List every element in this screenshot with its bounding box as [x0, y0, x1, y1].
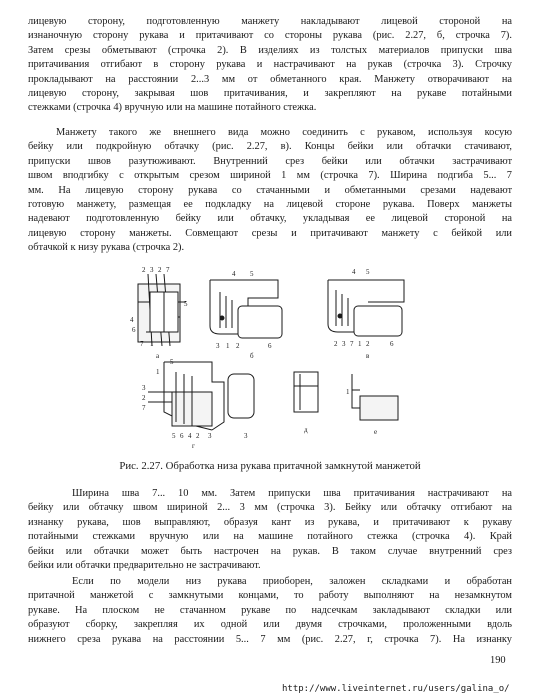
paragraph-4 [28, 575, 512, 647]
text-line: изнанку рукава, шов выправляют, образуя кант из рукава, и притачивают к рукаву [28, 516, 512, 528]
text-line: рукаве. На плоском не стачанном рукаве по надсечкам закладывают складки или [28, 604, 512, 616]
footer-url[interactable]: http://www.liveinternet.ru/users/galina_o/ [282, 684, 510, 694]
callout: 3 [142, 384, 146, 392]
label-a: а [156, 352, 160, 360]
text-line: надевают подготовленную бейку или обтачку, укладывая ее лицевой стороной на [28, 213, 512, 225]
text-line: бейку или подкройную обтачку (рис. 2.27, в). Концы бейки или обтачки стачивают, [28, 141, 512, 153]
figure-caption: Рис. 2.27. Обработка низа рукава притачной замкнутой манжетой [119, 460, 421, 472]
text-line: притачной манжетой с замкнутыми концами, то работу выполняют на незамкнутом [28, 590, 512, 602]
text-line: Манжету такого же внешнего вида можно соединить с рукавом, используя косую [56, 127, 512, 138]
callout: 1 [358, 340, 362, 348]
text-line: припуски швов разутюживают. Внутренний срез бейки или обтачки застрачивают [28, 155, 512, 167]
diagram-v [328, 280, 404, 336]
text-line: Ширина шва 7... 10 мм. Затем припуски шва притачивания настрачивают на [72, 488, 512, 499]
callout: 3 [342, 340, 346, 348]
text-line: обтачкой к низу рукава (строчка 2). [28, 242, 185, 254]
text-line: мм. На лицевую сторону рукава со стачанными и обметанными срезами надевают [28, 184, 512, 196]
callout: 2 [142, 266, 146, 274]
text-line: образуют сборку, закрепляя их одной или двумя строчками, проложенными вдоль [28, 619, 512, 631]
page-number: 190 [490, 655, 506, 666]
callout: 5 [366, 268, 370, 276]
callout: 5 [184, 300, 188, 308]
callout: 5 [170, 358, 174, 366]
callout: 2 [366, 340, 370, 348]
text-line: бейки или обтачки может быть настрочен на рукав. В таком случае внутренний срез [28, 545, 512, 557]
callout: 3 [244, 432, 248, 440]
label-b: б [250, 352, 254, 360]
text-line: швом вподгибку с открытым срезом шириной 1 мм (строчка 7). Ширина подгиба 5... 7 [28, 170, 512, 182]
paragraph-3 [28, 487, 512, 573]
callout: 7 [142, 404, 146, 412]
text-line: нижнего среза рукава на расстоянии 5... 7 мм (рис. 2.27, г, строчка 7). На изнанку [28, 633, 512, 645]
text-line: лицевую сторону, подготовленную манжету накладывают лицевой стороной на [28, 16, 512, 27]
diagram-d [294, 372, 318, 412]
callout: 2 [236, 342, 240, 350]
text-line: потайными стежками вручную или на машине потайного стежка (строчка 4). Край [28, 531, 512, 543]
text-line: бейку или обтачку швом шириной 2... 3 мм (строчка 3). Бейку или обтачку отгибают на [28, 502, 512, 514]
callout: 5 [250, 270, 254, 278]
callout: 2 [142, 394, 146, 402]
callout: 7 [140, 340, 144, 348]
paragraph-2 [28, 126, 512, 256]
figure-sleeve-cuff-diagram [128, 262, 428, 457]
callout: 5 [172, 432, 176, 440]
callout: 2 [334, 340, 338, 348]
text-line: изнаночную сторону рукава и притачивают со стороны рукава (рис. 2.27, б, строчка 7). [28, 30, 512, 42]
text-line: готовую манжету, размещая ее подкладку на лицевой стороне рукава. Поверх манжеты [28, 198, 512, 210]
text-line: Затем срезы обметывают (строчка 2). В изделиях из толстых материалов припуски шва [28, 44, 512, 56]
label-e: е [374, 428, 378, 436]
callout: 7 [350, 340, 354, 348]
text-line: Если по модели низ рукава приоборен, заложен складками и обработан [72, 576, 512, 587]
callout: 1 [156, 368, 160, 376]
callout: 4 [352, 268, 356, 276]
callout: 2 [196, 432, 200, 440]
callout: 2 [158, 266, 162, 274]
text-line: лицевую сторону манжеты. Совмещают срезы и притачивают манжету с бейкой или [28, 227, 512, 239]
diagram-b [210, 280, 282, 338]
text-line: бейки или обтачки предварительно не застрачивают. [28, 559, 261, 571]
callout: 3 [208, 432, 212, 440]
label-g: г [192, 442, 195, 450]
callout: 3 [150, 266, 154, 274]
text-line: прокладывают на расстоянии 2...3 мм от обметанного края. Манжету отворачивают на [28, 73, 512, 85]
callout: 7 [166, 266, 170, 274]
diagram-g [148, 362, 254, 430]
callout: 6 [180, 432, 184, 440]
label-v: в [366, 352, 370, 360]
callout: 4 [130, 316, 134, 324]
callout: 4 [188, 432, 192, 440]
text-line: притачивания отгибают в сторону рукава и настрачивают на рукав (строчка 3). Строчку [28, 59, 512, 71]
callout: 1 [226, 342, 230, 350]
callout: 6 [268, 342, 272, 350]
diagram-e [352, 374, 398, 420]
callout: 4 [232, 270, 236, 278]
callout: 3 [216, 342, 220, 350]
callout: 1 [346, 388, 350, 396]
callout: 6 [132, 326, 136, 334]
diagram-a [138, 274, 186, 346]
text-line: лицевую сторону, закрывая шов притачивания, и закрепляют на рукаве потайными [28, 87, 512, 99]
text-line: стежками (строчка 4) вручную или на машине потайного стежка. [28, 102, 317, 114]
paragraph-1 [28, 15, 512, 116]
callout: 6 [390, 340, 394, 348]
label-d: д [304, 426, 308, 434]
callout: 1 [150, 340, 154, 348]
